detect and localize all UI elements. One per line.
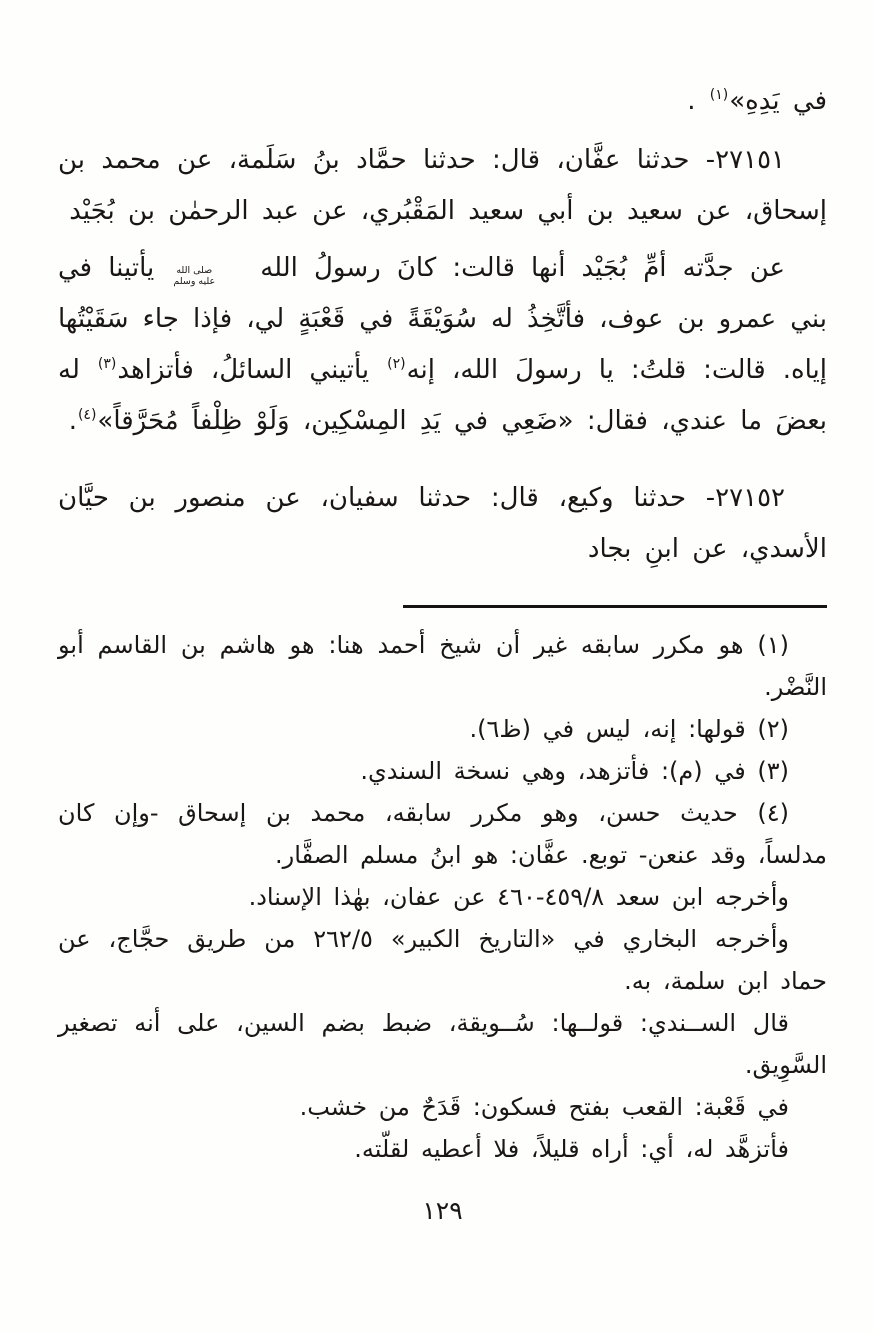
continuation-text: في يَدِهِ» (729, 86, 827, 116)
page-number: ١٢٩ (422, 1196, 463, 1225)
hadith-27151-isnad: ٢٧١٥١- حدثنا عفَّان، قال: حدثنا حمَّاد بنُ سَلَمة، عن محمد بن إسحاق، عن سعيد بن أبي سعيد المَقْبُري، عن عبد الرحمٰن بن بُجَيْد (58, 145, 827, 226)
matn-segment-1: عن جدَّته أمِّ بُجَيْد أنها قالت: كانَ رسولُ الله (260, 253, 785, 283)
hadith-body (58, 76, 827, 575)
footnote-separator (403, 605, 827, 608)
footnote-4-takhrij-bukhari: وأخرجه البخاري في «التاريخ الكبير» ٢٦٢/٥ من طريق حجَّاج، عن حماد ابن سلمة، به. (58, 925, 827, 995)
footnote-ref-1: (١) (709, 87, 729, 103)
continuation-period: . (687, 86, 709, 116)
footnote-3: (٣) في (م): فأتزهد، وهي نسخة السندي. (360, 757, 789, 785)
footnote-ref-4: (٤) (77, 407, 97, 423)
matn-segment-3: يأتيني السائلُ، فأتزاهد (117, 355, 387, 385)
footnote-4-qaba-gloss: في قَعْبة: القعب بفتح فسكون: قَدَحٌ من خشب. (299, 1093, 789, 1121)
footnote-4-sindi-quote: قال الســندي: قولــها: سُــويقة، ضبط بضم السين، على أنه تصغير السَّوِيق. (58, 1009, 827, 1079)
footnote-4-takhrij-ibn-saad: وأخرجه ابن سعد ٤٥٩/٨-٤٦٠ عن عفان، بهٰذا الإسناد. (248, 883, 789, 911)
matn-period: . (68, 406, 77, 436)
footnote-ref-3: (٣) (97, 356, 117, 372)
footnote-4-grading: (٤) حديث حسن، وهو مكرر سابقه، محمد بن إسحاق -وإن كان مدلساً، وقد عنعن- توبع. عفَّان: هو ابنُ مسلم الصفَّار. (58, 799, 827, 869)
honorific-saw-icon (173, 265, 257, 287)
continuation-line (58, 76, 827, 127)
footnote-4-atazahhad-gloss: فأتزهَّد له، أي: أراه قليلاً، فلا أعطيه لقلّته. (354, 1135, 789, 1163)
footnote-1: (١) هو مكرر سابقه غير أن شيخ أحمد هنا: هو هاشم بن القاسم أبو النَّضْر. (58, 631, 827, 701)
hadith-27152-isnad: ٢٧١٥٢- حدثنا وكيع، قال: حدثنا سفيان، عن منصور بن حيَّان الأسدي، عن ابنِ بجاد (58, 483, 827, 564)
footnote-2: (٢) قولها: إنه، ليس في (ظ٦). (469, 715, 789, 743)
matn-segment-2: يأتينا في بني عمرو بن عوف، فأتَّخِذُ له سُوَيْقَةً في قَعْبَةٍ لي، فإذا جاء سَقَيْتُها إياه. قالت: قلتُ: يا رسولَ الله، إنه (58, 253, 827, 385)
footnote-ref-2: (٢) (387, 356, 406, 372)
hadith-27151-matn (58, 243, 827, 447)
footnotes-section (58, 624, 827, 1170)
honorific-line-1: صلى الله (176, 265, 213, 276)
honorific-line-2: عليه وسلم (173, 276, 216, 287)
matn-segment-4: له بعضَ ما عندي، فقال: «ضَعِي في يَدِ المِسْكِين، وَلَوْ ظِلْفاً مُحَرَّقاً» (58, 355, 827, 436)
